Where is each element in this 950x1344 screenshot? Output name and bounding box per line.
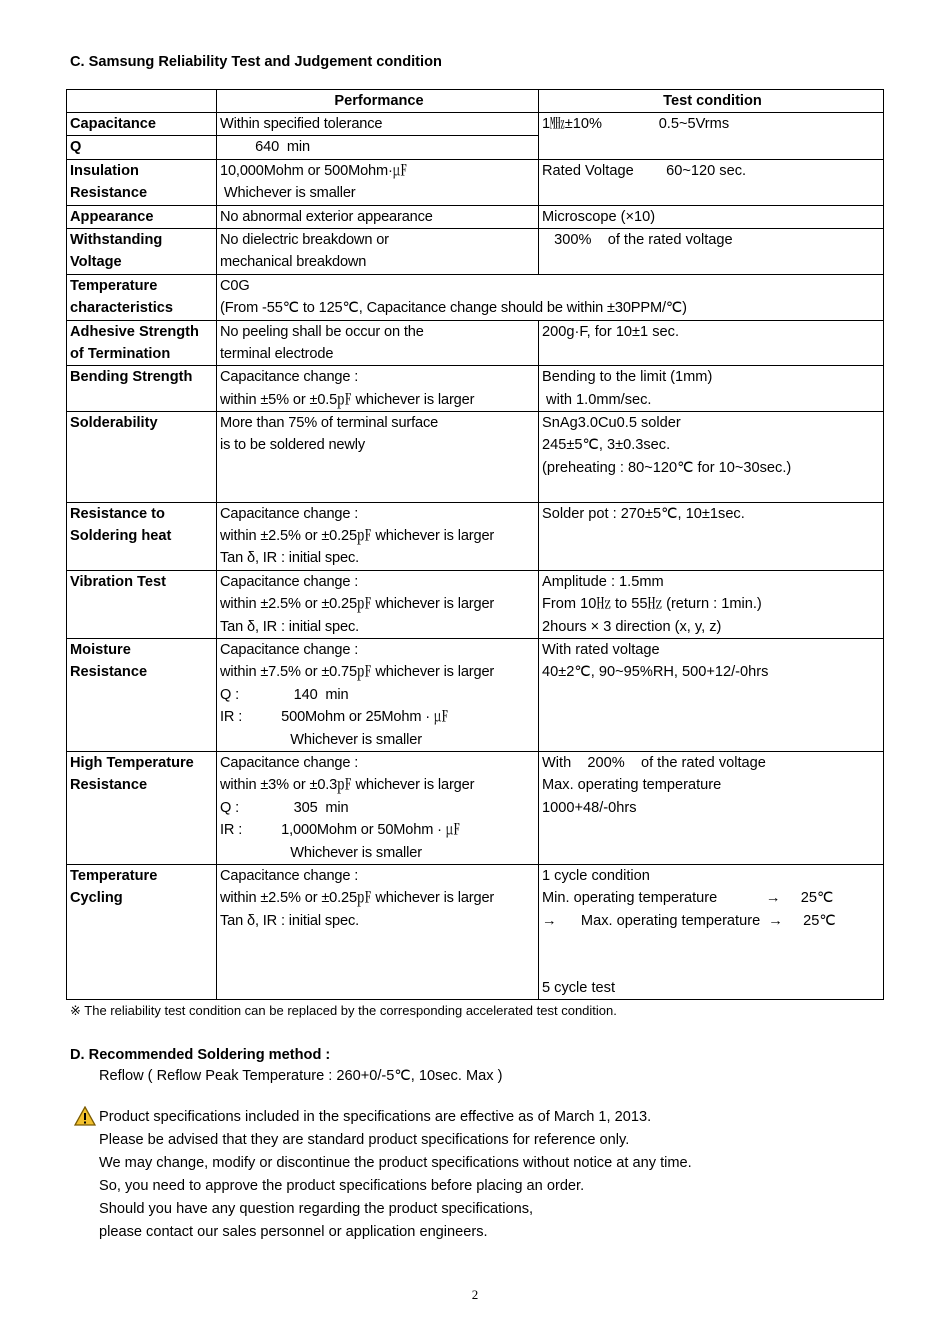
cell-line bbox=[70, 932, 216, 954]
performance-cell bbox=[217, 366, 539, 412]
cell-line: Capacitance change : bbox=[220, 369, 359, 386]
test-condition-cell bbox=[539, 113, 884, 160]
cell-line: Solderability bbox=[70, 415, 158, 432]
table-row bbox=[67, 320, 884, 366]
cell-line: Amplitude : 1.5mm bbox=[542, 573, 664, 590]
cell-line: Appearance bbox=[70, 208, 154, 225]
cell-line: C0G bbox=[220, 277, 250, 294]
cell-line bbox=[542, 135, 883, 157]
cell-line bbox=[70, 389, 216, 411]
cell-line bbox=[70, 842, 216, 864]
cell-line: Adhesive Strength bbox=[70, 323, 199, 340]
cell-line bbox=[542, 932, 883, 954]
item-label bbox=[67, 320, 217, 366]
item-label bbox=[67, 205, 217, 228]
cell-line: SnAg3.0Cu0.5 solder bbox=[542, 415, 681, 432]
cell-line: Capacitance change : bbox=[220, 505, 359, 522]
cell-line: Vibration Test bbox=[70, 573, 166, 590]
cell-line: Max. operating temperature bbox=[542, 777, 722, 794]
cell-line: Whichever is smaller bbox=[220, 844, 422, 861]
cell-line bbox=[542, 684, 883, 706]
cell-line: No peeling shall be occur on the bbox=[220, 323, 424, 340]
test-condition-cell bbox=[539, 638, 884, 751]
item-label bbox=[67, 864, 217, 999]
item-label bbox=[67, 159, 217, 205]
performance-cell bbox=[217, 502, 539, 570]
performance-cell bbox=[217, 864, 539, 999]
cell-line: IR : 1,000Mohm or 50Mohm · ㎌ bbox=[220, 822, 461, 839]
notice-line: We may change, modify or discontinue the product specifications without notice at any time. bbox=[99, 1155, 692, 1172]
test-condition-cell bbox=[539, 570, 884, 638]
cell-line bbox=[70, 547, 216, 569]
cell-line: Resistance to bbox=[70, 505, 165, 522]
performance-cell bbox=[217, 638, 539, 751]
cell-line bbox=[542, 479, 883, 501]
cell-line bbox=[70, 684, 216, 706]
test-condition-cell bbox=[539, 502, 884, 570]
cell-line: Whichever is smaller bbox=[220, 731, 422, 748]
cell-line: 1000+48/-0hrs bbox=[542, 799, 637, 816]
cell-line: Moisture bbox=[70, 641, 131, 658]
cell-line: Withstanding bbox=[70, 231, 163, 248]
cell-line: 200g·F, for 10±1 sec. bbox=[542, 323, 679, 340]
table-row bbox=[67, 638, 884, 751]
cell-line bbox=[542, 954, 883, 976]
table-row bbox=[67, 159, 884, 205]
cell-line: terminal electrode bbox=[220, 345, 334, 362]
cell-line: Temperature bbox=[70, 277, 158, 294]
cell-line: Capacitance change : bbox=[220, 573, 359, 590]
cell-line bbox=[70, 729, 216, 751]
cell-line: Rated Voltage 60~120 sec. bbox=[542, 162, 747, 179]
table-row bbox=[67, 864, 884, 999]
cell-line: 10,000Mohm or 500Mohm·㎌ bbox=[220, 162, 408, 179]
cell-line: with 1.0mm/sec. bbox=[542, 391, 652, 408]
item-label bbox=[67, 228, 217, 274]
item-label bbox=[67, 136, 217, 159]
page-content bbox=[66, 54, 883, 1244]
cell-line bbox=[542, 547, 883, 569]
cell-line bbox=[542, 729, 883, 751]
cell-line: mechanical breakdown bbox=[220, 254, 367, 271]
cell-line: No abnormal exterior appearance bbox=[220, 208, 433, 225]
cell-line bbox=[542, 182, 883, 204]
performance-cell bbox=[217, 159, 539, 205]
cell-line bbox=[542, 251, 883, 273]
performance-cell bbox=[217, 320, 539, 366]
cell-line: With 200% of the rated voltage bbox=[542, 754, 766, 771]
test-condition-cell bbox=[539, 205, 884, 228]
cell-line: 40±2℃, 90~95%RH, 500+12/-0hrs bbox=[542, 664, 769, 681]
cell-line bbox=[70, 434, 216, 456]
page-number: 2 bbox=[471, 1287, 479, 1302]
cell-line bbox=[70, 977, 216, 999]
table-row bbox=[67, 412, 884, 503]
cell-line: 640 min bbox=[220, 139, 310, 156]
cell-line: 1㎒±10% 0.5~5Vrms bbox=[542, 116, 730, 132]
cell-line bbox=[70, 797, 216, 819]
header-item bbox=[67, 90, 217, 113]
cell-line: Q bbox=[70, 139, 82, 156]
test-condition-cell bbox=[539, 412, 884, 503]
cell-line: Bending Strength bbox=[70, 369, 193, 386]
table-row bbox=[67, 366, 884, 412]
section-d-title: D. Recommended Soldering method : bbox=[70, 1047, 331, 1064]
cell-line: within ±3% or ±0.3㎊ whichever is larger bbox=[220, 777, 475, 794]
cell-line bbox=[70, 479, 216, 501]
warning-icon bbox=[74, 1106, 96, 1126]
cell-line: More than 75% of terminal surface bbox=[220, 415, 439, 432]
cell-line bbox=[220, 457, 538, 479]
test-condition-cell bbox=[539, 751, 884, 864]
cell-line: within ±2.5% or ±0.25㎊ whichever is larger bbox=[220, 596, 495, 613]
cell-line bbox=[542, 343, 883, 365]
performance-cell bbox=[217, 113, 539, 136]
item-label bbox=[67, 570, 217, 638]
table-row bbox=[67, 274, 884, 320]
cell-line: is to be soldered newly bbox=[220, 437, 366, 454]
cell-line: Capacitance change : bbox=[220, 867, 359, 884]
cell-line bbox=[542, 706, 883, 728]
cell-line: With rated voltage bbox=[542, 641, 660, 658]
test-condition-cell bbox=[539, 864, 884, 999]
cell-line: within ±2.5% or ±0.25㎊ whichever is larger bbox=[220, 528, 495, 545]
cell-line: 245±5℃, 3±0.3sec. bbox=[542, 437, 671, 454]
table-header-row bbox=[67, 90, 884, 113]
cell-line: Within specified tolerance bbox=[220, 116, 383, 132]
item-label bbox=[67, 366, 217, 412]
item-label bbox=[67, 113, 217, 136]
cell-line: No dielectric breakdown or bbox=[220, 231, 389, 248]
reliability-table bbox=[66, 89, 884, 1000]
notice bbox=[99, 1106, 883, 1244]
performance-cell bbox=[217, 412, 539, 503]
performance-cell bbox=[217, 751, 539, 864]
table-row bbox=[67, 502, 884, 570]
cell-line: High Temperature bbox=[70, 754, 194, 771]
cell-line bbox=[70, 819, 216, 841]
cell-line: Solder pot : 270±5℃, 10±1sec. bbox=[542, 505, 745, 522]
cell-line bbox=[220, 954, 538, 976]
header-test-condition: Test condition bbox=[539, 90, 884, 113]
cell-line bbox=[542, 525, 883, 547]
item-label bbox=[67, 274, 217, 320]
notice-line: Should you have any question regarding the product specifications, bbox=[99, 1201, 534, 1218]
cell-line: (From -55℃ to 125℃, Capacitance change should be within ±30PPM/℃) bbox=[220, 300, 687, 317]
performance-cell bbox=[217, 136, 539, 159]
table-row bbox=[67, 228, 884, 274]
cell-line bbox=[70, 910, 216, 932]
section-d-text: Reflow ( Reflow Peak Temperature : 260+0/-5℃, 10sec. Max ) bbox=[99, 1068, 503, 1085]
notice-line: Please be advised that they are standard product specifications for reference only. bbox=[99, 1132, 630, 1149]
performance-cell bbox=[217, 274, 884, 320]
table-row bbox=[67, 205, 884, 228]
cell-line: From 10㎐ to 55㎐ (return : 1min.) bbox=[542, 596, 762, 613]
cell-line bbox=[542, 842, 883, 864]
item-label bbox=[67, 412, 217, 503]
cell-line bbox=[70, 593, 216, 615]
cell-line: Resistance bbox=[70, 185, 148, 202]
cell-line: Tan δ, IR : initial spec. bbox=[220, 618, 360, 635]
cell-line: Temperature bbox=[70, 867, 158, 884]
cell-line: Whichever is smaller bbox=[220, 185, 356, 202]
cell-line bbox=[220, 977, 538, 999]
cell-line bbox=[70, 706, 216, 728]
cell-line: 300% of the rated voltage bbox=[542, 231, 733, 248]
header-performance: Performance bbox=[217, 90, 539, 113]
cell-line bbox=[70, 457, 216, 479]
cell-line: within ±2.5% or ±0.25㎊ whichever is larger bbox=[220, 890, 495, 907]
cell-line: Capacitance change : bbox=[220, 641, 359, 658]
test-condition-cell bbox=[539, 228, 884, 274]
cell-line: Tan δ, IR : initial spec. bbox=[220, 550, 360, 567]
cell-line: Resistance bbox=[70, 664, 148, 681]
cell-line bbox=[70, 954, 216, 976]
item-label bbox=[67, 751, 217, 864]
performance-cell bbox=[217, 228, 539, 274]
cell-line: 5 cycle test bbox=[542, 979, 615, 996]
cell-line: characteristics bbox=[70, 300, 174, 317]
cell-line: Q : 305 min bbox=[220, 799, 349, 816]
cell-line bbox=[70, 616, 216, 638]
cell-line bbox=[220, 932, 538, 954]
cell-line: 1 cycle condition bbox=[542, 867, 650, 884]
cell-line: Voltage bbox=[70, 254, 122, 271]
cell-line: of Termination bbox=[70, 345, 171, 362]
item-label bbox=[67, 638, 217, 751]
table-row bbox=[67, 570, 884, 638]
test-condition-cell bbox=[539, 159, 884, 205]
cell-line: Insulation bbox=[70, 162, 139, 179]
test-condition-cell bbox=[539, 366, 884, 412]
cell-line bbox=[542, 819, 883, 841]
cell-line: within ±7.5% or ±0.75㎊ whichever is larger bbox=[220, 664, 495, 681]
cell-line: Microscope (×10) bbox=[542, 208, 656, 225]
performance-cell bbox=[217, 205, 539, 228]
cell-line: within ±5% or ±0.5㎊ whichever is larger bbox=[220, 391, 475, 408]
cell-line: Q : 140 min bbox=[220, 686, 349, 703]
cell-line: Soldering heat bbox=[70, 528, 172, 545]
cell-line bbox=[220, 479, 538, 501]
cell-line: Cycling bbox=[70, 890, 123, 907]
table-note: ※ The reliability test condition can be replaced by the corresponding accelerated test condition. bbox=[70, 1003, 617, 1019]
cell-line: IR : 500Mohm or 25Mohm · ㎌ bbox=[220, 709, 449, 726]
cell-line: Tan δ, IR : initial spec. bbox=[220, 912, 360, 929]
cell-line: (preheating : 80~120℃ for 10~30sec.) bbox=[542, 459, 792, 476]
notice-line: Product specifications included in the specifications are effective as of March 1, 2013. bbox=[99, 1109, 652, 1126]
cell-line: Bending to the limit (1mm) bbox=[542, 369, 713, 386]
cell-line: Capacitance change : bbox=[220, 754, 359, 771]
cell-line: → Max. operating temperature → 25℃ bbox=[542, 912, 836, 929]
item-label bbox=[67, 502, 217, 570]
cell-line: Min. operating temperature → 25℃ bbox=[542, 890, 834, 907]
section-c-title: C. Samsung Reliability Test and Judgement condition bbox=[70, 54, 442, 70]
notice-block bbox=[99, 1106, 883, 1244]
table-row bbox=[67, 113, 884, 136]
cell-line: Capacitance bbox=[70, 116, 156, 132]
test-condition-cell bbox=[539, 320, 884, 366]
notice-line: please contact our sales personnel or application engineers. bbox=[99, 1224, 488, 1241]
cell-line: Resistance bbox=[70, 777, 148, 794]
cell-line: 2hours × 3 direction (x, y, z) bbox=[542, 618, 722, 635]
notice-line: So, you need to approve the product specifications before placing an order. bbox=[99, 1178, 585, 1195]
table-row bbox=[67, 751, 884, 864]
performance-cell bbox=[217, 570, 539, 638]
